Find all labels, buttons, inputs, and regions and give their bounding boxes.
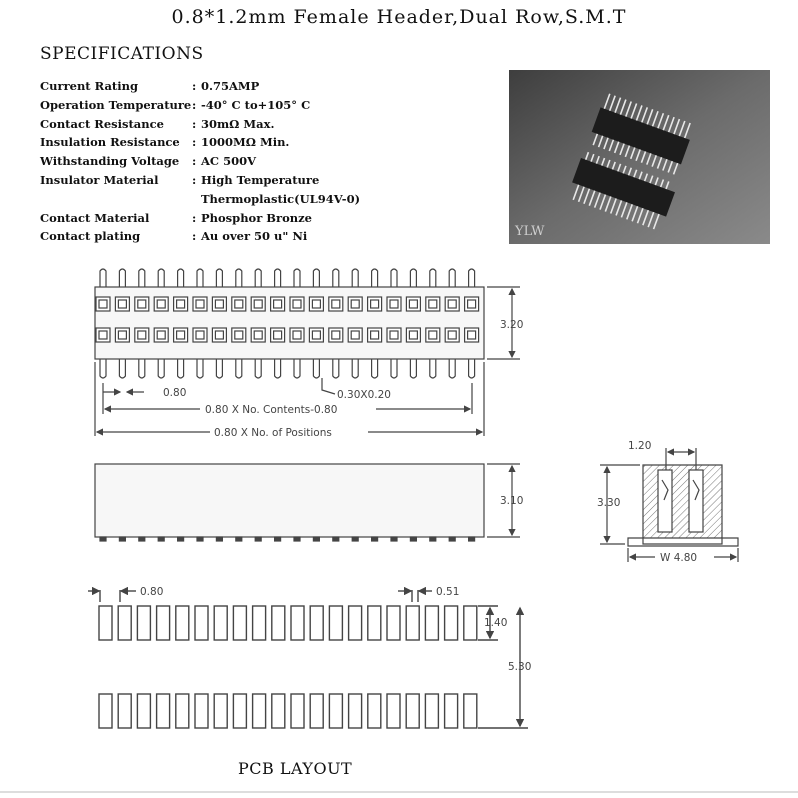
side-view-body (95, 464, 484, 537)
spec-label: Withstanding Voltage (40, 154, 180, 169)
contact-cell (212, 297, 226, 311)
dim-pad-gap-0-51: 0.51 (436, 586, 460, 598)
pcb-pad (272, 606, 285, 640)
contact-cell (426, 297, 440, 311)
spec-value: 1000MΩ Min. (201, 135, 290, 150)
pin (139, 537, 145, 541)
spec-value: 30mΩ Max. (201, 116, 275, 131)
top-view-pins-upper (100, 269, 475, 287)
pin (255, 537, 261, 541)
pcb-pad (425, 694, 438, 728)
spec-separator: : (192, 97, 197, 112)
pcb-pad (406, 694, 419, 728)
contact-cell (368, 328, 382, 342)
pin (352, 269, 358, 287)
pcb-pad (137, 606, 150, 640)
side-view (95, 464, 520, 541)
pin (197, 537, 203, 541)
pcb-pad (445, 694, 458, 728)
pin (255, 359, 261, 378)
pin (275, 269, 281, 287)
pcb-pad (368, 606, 381, 640)
pin (430, 537, 436, 541)
contact-cell (96, 297, 110, 311)
pin (410, 269, 416, 287)
contact-cell (271, 328, 285, 342)
pin (216, 269, 222, 287)
contact-cell (271, 297, 285, 311)
pin (119, 537, 125, 541)
spec-separator: : (192, 79, 197, 93)
end-view (600, 448, 738, 562)
pin (469, 269, 475, 287)
dim-pin-size: 0.30X0.20 (337, 389, 391, 401)
pcb-pad (195, 606, 208, 640)
pin (449, 537, 455, 541)
pin (139, 359, 145, 378)
pin (158, 359, 164, 378)
spec-separator: : (192, 210, 197, 225)
contact-cell (135, 328, 149, 342)
contact-cell (193, 328, 207, 342)
pin (178, 359, 184, 378)
contact-cell (368, 297, 382, 311)
pin (275, 537, 281, 541)
contact-cell (465, 297, 479, 311)
pcb-pad (118, 606, 131, 640)
pcb-pad (425, 606, 438, 640)
spec-label: Contact plating (40, 229, 141, 244)
pin (469, 537, 475, 541)
spec-separator: : (192, 229, 197, 244)
pcb-pad (464, 606, 477, 640)
dim-pitch-0-80: 0.80 (163, 387, 187, 399)
pcb-layout (88, 590, 528, 728)
dim-contents: 0.80 X No. Contents-0.80 (205, 404, 338, 416)
pcb-pad (118, 694, 131, 728)
contact-cell (251, 297, 265, 311)
contact-cell (174, 297, 188, 311)
pcb-pad (233, 606, 246, 640)
spec-value: Phosphor Bronze (201, 210, 312, 225)
contact-cell (387, 297, 401, 311)
pcb-pad (214, 606, 227, 640)
contact-cell (445, 297, 459, 311)
pcb-pad (349, 694, 362, 728)
pcb-pad (349, 606, 362, 640)
pin (333, 359, 339, 378)
contact-cell (426, 328, 440, 342)
spec-label: Contact Resistance (40, 116, 164, 131)
pin (352, 537, 358, 541)
dim-width-1-20: 1.20 (628, 440, 652, 452)
pin (372, 359, 378, 378)
pin (255, 269, 261, 287)
spec-label: Contact Material (40, 210, 150, 225)
pcb-pad (253, 694, 266, 728)
spec-value: AC 500V (201, 154, 257, 169)
pin (430, 269, 436, 287)
pcb-pad (387, 694, 400, 728)
pin (313, 537, 319, 541)
contact-cell (251, 328, 265, 342)
spec-value: Thermoplastic(UL94V-0) (201, 191, 361, 206)
pcb-pad (310, 606, 323, 640)
pcb-pad (214, 694, 227, 728)
pin (410, 537, 416, 541)
pcb-pad (329, 606, 342, 640)
spec-value: High Temperature (201, 172, 320, 187)
contact-cell (193, 297, 207, 311)
spec-value: 0.75AMP (201, 79, 260, 93)
contact-cell (465, 328, 479, 342)
spec-label: Insulation Resistance (40, 135, 180, 150)
pcb-pad (310, 694, 323, 728)
contact-cell (115, 297, 129, 311)
contact-cell (232, 328, 246, 342)
contact-cell (406, 297, 420, 311)
contact-cell (309, 328, 323, 342)
spec-value: -40° C to+105° C (201, 97, 311, 112)
dim-height-3-20: 3.20 (500, 319, 524, 331)
pcb-pad (233, 694, 246, 728)
contact-cell (329, 297, 343, 311)
dim-height-3-30: 3.30 (597, 497, 621, 509)
spec-separator: : (192, 116, 197, 131)
pin (313, 359, 319, 378)
pin (158, 269, 164, 287)
contact-cell (232, 297, 246, 311)
pin (391, 537, 397, 541)
spec-separator: : (192, 154, 197, 169)
pin (313, 269, 319, 287)
dim-height-3-10: 3.10 (500, 495, 524, 507)
pin (294, 269, 300, 287)
pin (372, 537, 378, 541)
contact-cell (348, 297, 362, 311)
pcb-pad (272, 694, 285, 728)
pin (100, 537, 106, 541)
pcb-pad (329, 694, 342, 728)
pin (119, 359, 125, 378)
pcb-pad (176, 606, 189, 640)
specifications-heading: SPECIFICATIONS (40, 44, 204, 64)
pin (197, 269, 203, 287)
pcb-pad (157, 694, 170, 728)
pcb-pad (99, 606, 112, 640)
pin (333, 537, 339, 541)
pin (449, 269, 455, 287)
contact-cell (154, 328, 168, 342)
photo-watermark: YLW (515, 224, 545, 239)
spec-separator: : (192, 172, 197, 187)
contact-cell (348, 328, 362, 342)
pin (178, 537, 184, 541)
contact-cell (212, 328, 226, 342)
pcb-layout-label: PCB LAYOUT (238, 759, 353, 778)
contact-cell (387, 328, 401, 342)
pcb-pad (253, 606, 266, 640)
pin (391, 269, 397, 287)
pin (216, 537, 222, 541)
pin (178, 269, 184, 287)
pcb-pad (291, 694, 304, 728)
pcb-pad (99, 694, 112, 728)
pin (100, 359, 106, 378)
spec-separator: : (192, 135, 197, 150)
pin (119, 269, 125, 287)
contact-cell (329, 328, 343, 342)
contact-cell (445, 328, 459, 342)
contact-cell (290, 328, 304, 342)
spec-label: Operation Temperature (40, 97, 192, 112)
pin (333, 269, 339, 287)
pcb-pad (368, 694, 381, 728)
pcb-pad (464, 694, 477, 728)
contact-cell (290, 297, 304, 311)
pcb-pad (157, 606, 170, 640)
pcb-pad (445, 606, 458, 640)
pin (410, 359, 416, 378)
dim-width-4-80: W 4.80 (660, 552, 698, 564)
pin (430, 359, 436, 378)
contact-cell (406, 328, 420, 342)
pcb-pads-upper (99, 606, 477, 640)
dim-positions: 0.80 X No. of Positions (214, 427, 332, 439)
pcb-pad (176, 694, 189, 728)
pin (100, 269, 106, 287)
contact-cell (96, 328, 110, 342)
pin (197, 359, 203, 378)
pin (352, 359, 358, 378)
contact-cell (174, 328, 188, 342)
pin (469, 359, 475, 378)
pcb-pad (195, 694, 208, 728)
contact-cell (115, 328, 129, 342)
pcb-pad (406, 606, 419, 640)
pin (294, 359, 300, 378)
top-view-pins-lower (100, 359, 475, 378)
pcb-pad (291, 606, 304, 640)
dim-pad-length-1-40: 1.40 (484, 617, 508, 629)
pin (275, 359, 281, 378)
contact-cell (154, 297, 168, 311)
pin (236, 537, 242, 541)
pcb-pad (387, 606, 400, 640)
dim-pad-pitch-0-80: 0.80 (140, 586, 164, 598)
pin (391, 359, 397, 378)
contact-cell (309, 297, 323, 311)
pin (449, 359, 455, 378)
pin (294, 537, 300, 541)
pin (372, 269, 378, 287)
page-title: 0.8*1.2mm Female Header,Dual Row,S.M.T (171, 6, 627, 28)
pin (236, 359, 242, 378)
pin (236, 269, 242, 287)
pcb-pad (137, 694, 150, 728)
pin (158, 537, 164, 541)
dim-pad-span-5-30: 5.30 (508, 661, 532, 673)
contact-cell (135, 297, 149, 311)
pcb-pads-lower (99, 694, 477, 728)
spec-value: Au over 50 u" Ni (201, 229, 308, 244)
spec-label: Insulator Material (40, 172, 159, 187)
spec-label: Current Rating (40, 79, 138, 93)
pin (216, 359, 222, 378)
pin (139, 269, 145, 287)
